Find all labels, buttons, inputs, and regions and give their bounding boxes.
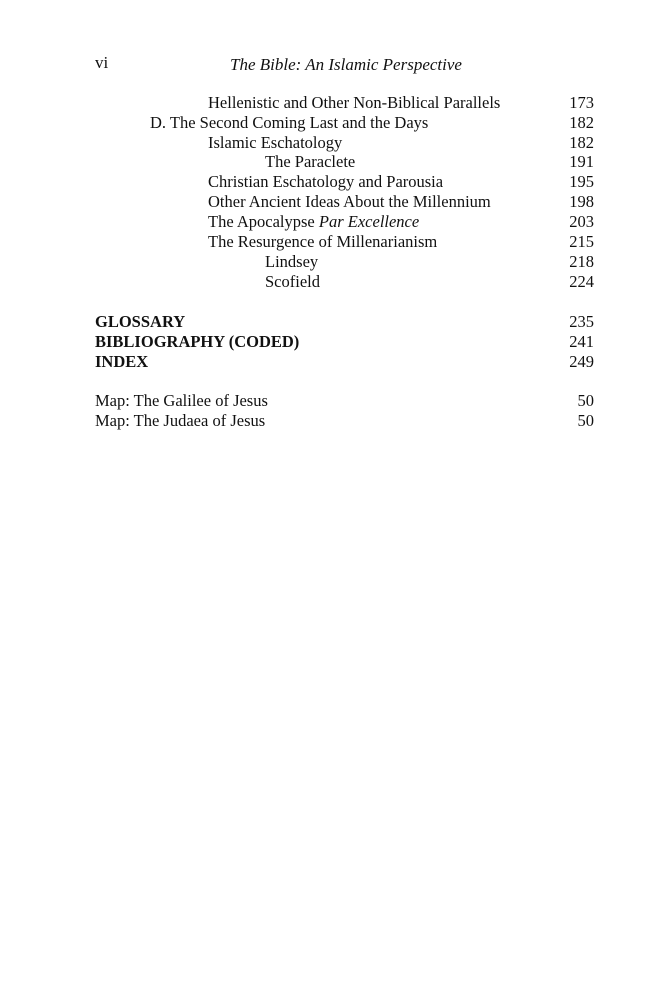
map-entry bbox=[0, 391, 672, 411]
toc-entry-page: 198 bbox=[569, 192, 594, 211]
toc-entry-title: The Paraclete bbox=[265, 152, 356, 171]
toc-entry bbox=[0, 192, 672, 212]
toc-entry-title bbox=[208, 212, 419, 232]
toc-entry-title-italic: Par Excellence bbox=[318, 212, 420, 231]
back-matter-entry bbox=[0, 312, 672, 332]
toc-entry bbox=[0, 212, 672, 232]
toc-entry-page: 173 bbox=[569, 93, 594, 112]
toc-entry bbox=[0, 152, 672, 172]
toc-entry bbox=[0, 172, 672, 192]
back-matter-title: GLOSSARY bbox=[95, 312, 186, 331]
back-matter-title: BIBLIOGRAPHY (CODED) bbox=[95, 332, 300, 351]
toc-entry-title: Scofield bbox=[265, 272, 320, 291]
back-matter-page: 241 bbox=[569, 332, 594, 351]
toc-entry-title: Christian Eschatology and Parousia bbox=[208, 172, 444, 191]
toc-entry bbox=[0, 232, 672, 252]
map-entry-page: 50 bbox=[577, 391, 594, 410]
toc-entry bbox=[0, 113, 672, 133]
toc-entry-page: 203 bbox=[569, 212, 594, 231]
back-matter-title: INDEX bbox=[95, 352, 149, 371]
toc-entry bbox=[0, 272, 672, 292]
toc-entry-title-roman: The Apocalypse bbox=[208, 212, 319, 231]
back-matter-entry bbox=[0, 352, 672, 372]
toc-entry-page: 191 bbox=[569, 152, 594, 171]
toc-entry-page: 182 bbox=[569, 113, 594, 132]
back-matter-page: 235 bbox=[569, 312, 594, 331]
toc-entry-title: The Resurgence of Millenarianism bbox=[208, 232, 438, 251]
toc-entry-title: Lindsey bbox=[265, 252, 319, 271]
toc-entry bbox=[0, 133, 672, 153]
toc-entry-page: 182 bbox=[569, 133, 594, 152]
toc-entry-title: Hellenistic and Other Non-Biblical Parallels bbox=[208, 93, 501, 112]
toc-entry bbox=[0, 252, 672, 272]
toc-entry-page: 195 bbox=[569, 172, 594, 191]
toc-entry-title: Other Ancient Ideas About the Millennium bbox=[208, 192, 491, 211]
toc-entry-page: 218 bbox=[569, 252, 594, 271]
toc-entry-page: 224 bbox=[569, 272, 594, 291]
toc-entry bbox=[0, 93, 672, 113]
toc-entry-title: D. The Second Coming Last and the Days bbox=[150, 113, 429, 132]
back-matter-page: 249 bbox=[569, 352, 594, 371]
map-entry bbox=[0, 411, 672, 431]
back-matter-entry bbox=[0, 332, 672, 352]
map-entry-title: Map: The Judaea of Jesus bbox=[95, 411, 266, 430]
map-entry-title: Map: The Galilee of Jesus bbox=[95, 391, 268, 410]
running-head: The Bible: An Islamic Perspective bbox=[230, 55, 462, 74]
map-entry-page: 50 bbox=[577, 411, 594, 430]
toc-entry-title: Islamic Eschatology bbox=[208, 133, 343, 152]
page-number: vi bbox=[95, 53, 109, 72]
toc-entry-page: 215 bbox=[569, 232, 594, 251]
